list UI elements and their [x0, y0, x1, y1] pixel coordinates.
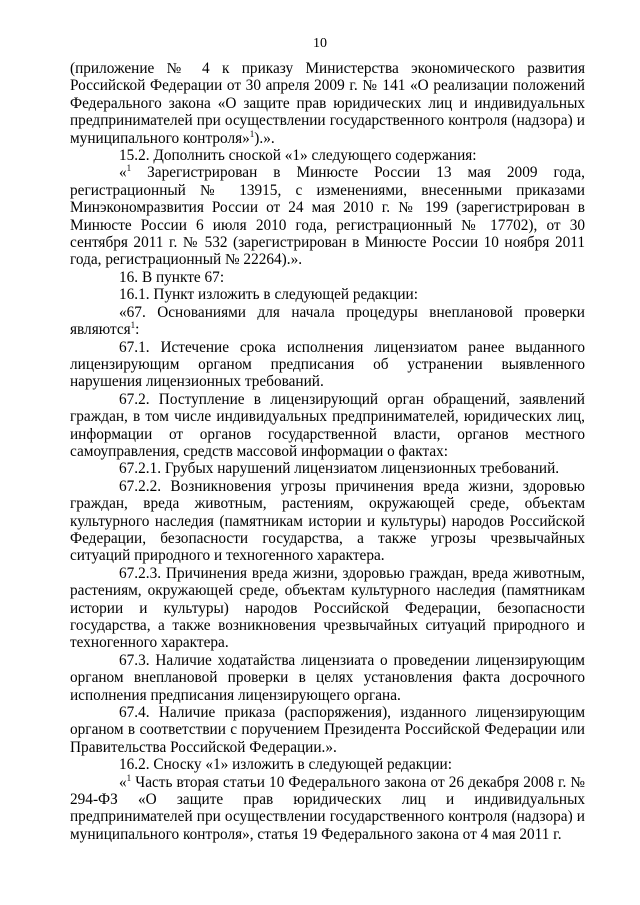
footnote-marker: 1 [249, 128, 255, 139]
paragraph-text: 67.4. Наличие приказа (распоряжения), изданного лицензирующим органом в соответствии с поручением Президента Российской Федерации или Правительства Российской Федерации.». [70, 704, 585, 756]
paragraph-text: (приложение № 4 к приказу Министерства экономического развития Российской Федерации от 30 апреля 2009 г. № 141 «О реализации положений Федерального закона «О защите прав юридических лиц и индивидуальных предпринимателей при осуществлении государственного контроля (надзора) и муниципального контроля» [70, 60, 585, 147]
paragraph-16 [70, 269, 585, 286]
paragraph-67-1 [70, 339, 585, 391]
footnote-marker: 1 [126, 772, 132, 783]
paragraph-appendix-reference [70, 60, 585, 147]
paragraph-text: 16.2. Сноску «1» изложить в следующей редакции: [119, 756, 452, 774]
paragraph-footnote-registration [70, 164, 585, 268]
paragraph-text: 15.2. Дополнить сноской «1» следующего содержания: [119, 147, 477, 165]
footnote-marker: 1 [126, 163, 132, 174]
paragraph-text: 67.2.2. Возникновения угрозы причинения вреда жизни, здоровью граждан, вреда животным, растениям, окружающей среде, объектам культурного наследия (памятникам истории и культуры) народов Российской Федерации, безопасности государства, а также угрозы чрезвычайных ситуаций природного и техногенного характера. [70, 477, 585, 565]
paragraph-tail: : [135, 321, 140, 339]
paragraph-67-3 [70, 652, 585, 704]
paragraph-text: 67.2. Поступление в лицензирующий орган обращений, заявлений граждан, в том числе индивидуальных предпринимателей, юридических лиц, информации от органов государственной власти, органов местного самоуправления, средств массовой информации о фактах: [70, 390, 585, 460]
paragraph-lead: « [119, 773, 127, 791]
paragraph-67-4 [70, 704, 585, 756]
paragraph-67-2-2 [70, 478, 585, 565]
paragraph-text: Зарегистрирован в Минюсте России 13 мая 2009 года, регистрационный № 13915, с изменениями, внесенными приказами Минэкономразвития России от 24 мая 2010 г. № 199 (зарегистрирован в Минюсте России 6 июля 2010 года, регистрационный № 17702), от 30 сентября 2011 г. № 532 (зарегистрирован в Минюсте России 10 ноября 2011 года, регистрационный № 22264).». [70, 164, 585, 269]
paragraph-16-1 [70, 286, 585, 303]
footnote-marker: 1 [130, 320, 136, 331]
paragraph-footnote-law-reference [70, 774, 585, 844]
paragraph-text: 67.1. Истечение срока исполнения лицензиатом ранее выданного лицензирующим органом предписания об устранении выявленного нарушения лицензионных требований. [70, 338, 585, 391]
paragraph-text: 16. В пункте 67: [119, 268, 225, 286]
paragraph-text: 16.1. Пункт изложить в следующей редакции: [119, 286, 418, 304]
page-number: 10 [313, 36, 327, 51]
paragraph-tail: ).». [254, 129, 275, 147]
paragraph-16-2 [70, 756, 585, 773]
document-body [70, 60, 585, 843]
paragraph-15-2 [70, 147, 585, 164]
paragraph-text: 67.2.3. Причинения вреда жизни, здоровью граждан, вреда животным, растениям, окружающей среде, объектам культурного наследия (памятникам истории и культуры) народов Российской Федерации, безопасности государства, а также возникновения чрезвычайных ситуаций природного и техногенного характера. [70, 564, 585, 652]
paragraph-text: 67.3. Наличие ходатайства лицензиата о проведении лицензирующим органом внеплановой проверки в целях установления факта досрочного исполнения предписания лицензирующего органа. [70, 651, 585, 704]
paragraph-text: 67.2.1. Грубых нарушений лицензиатом лицензионных требований. [119, 460, 560, 478]
paragraph-67 [70, 304, 585, 339]
paragraph-lead: « [119, 164, 127, 182]
paragraph-67-2-3 [70, 565, 585, 652]
paragraph-text: Часть вторая статьи 10 Федерального закона от 26 декабря 2008 г. № 294-ФЗ «О защите прав юридических лиц и индивидуальных предпринимателей при осуществлении государственного контроля (надзора) и муниципального контроля», статья 19 Федерального закона от 4 мая 2011 г. [70, 773, 585, 843]
paragraph-67-2-1 [70, 460, 585, 477]
paragraph-text: «67. Основаниями для начала процедуры внеплановой проверки являются [70, 303, 585, 339]
paragraph-67-2 [70, 391, 585, 461]
